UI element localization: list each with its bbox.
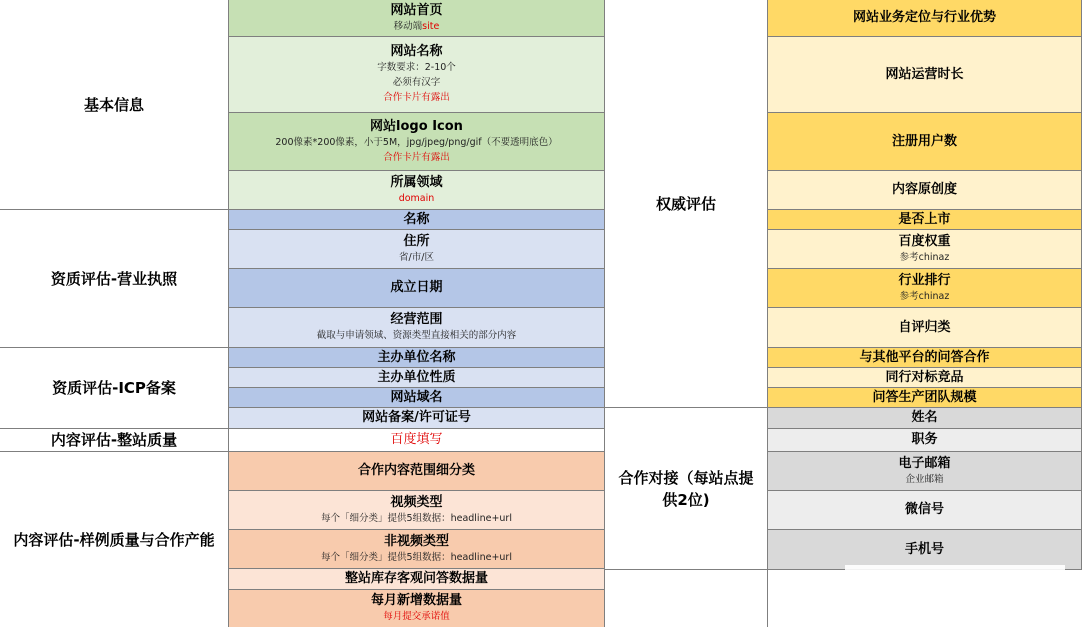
field-sub: 截取与申请领域、资源类型直接相关的部分内容 — [316, 330, 517, 341]
section-label: 内容评估-整站质量 — [50, 431, 178, 449]
item-sub: 参考chinaz — [899, 251, 950, 263]
field-title: 网站logo Icon — [370, 118, 463, 134]
field-title: 网站备案/许可证号 — [362, 410, 471, 425]
field-note: domain — [398, 192, 435, 204]
item-title: 问答生产团队规模 — [872, 389, 977, 405]
authority-industry-rank — [768, 269, 1081, 308]
section-site-quality — [0, 429, 229, 452]
field-title: 主办单位名称 — [377, 349, 456, 365]
authority-self-category — [768, 308, 1081, 348]
field-monthly-new — [229, 590, 605, 627]
section-business-license — [0, 210, 229, 348]
item-title: 百度权重 — [898, 233, 951, 249]
section-label: 基本信息 — [83, 95, 144, 114]
contact-wechat — [768, 491, 1081, 530]
group-empty — [605, 570, 768, 627]
field-icp-record — [229, 408, 605, 429]
field-business-scope — [229, 308, 605, 348]
field-baidu-fill — [229, 429, 605, 452]
item-title: 是否上市 — [898, 211, 951, 227]
item-title: 注册用户数 — [891, 133, 957, 149]
section-basic-info — [0, 0, 229, 210]
field-site-logo — [229, 113, 605, 171]
section-sample-quality — [0, 452, 229, 627]
field-sub-red: site — [422, 20, 440, 32]
field-sub: 每个「细分类」提供5组数据：headline+url — [321, 551, 512, 563]
field-sub: 必须有汉字 — [392, 77, 441, 88]
group-contact — [605, 408, 768, 570]
field-host-nature — [229, 368, 605, 388]
item-title: 手机号 — [904, 541, 944, 557]
field-sub: 每个「细分类」提供5组数据：headline+url — [321, 512, 512, 524]
item-title: 姓名 — [911, 410, 938, 425]
field-title: 网站域名 — [390, 389, 443, 405]
group-label: 权威评估 — [655, 194, 716, 213]
authority-qa-cooperation — [768, 348, 1081, 368]
item-title: 职务 — [911, 432, 938, 447]
authority-operation-duration — [768, 37, 1081, 113]
field-site-domain — [229, 388, 605, 408]
group-label: 合作对接（每站点提 — [618, 468, 754, 487]
field-content-category — [229, 452, 605, 491]
field-note: 合作卡片有露出 — [383, 92, 450, 103]
field-title: 网站首页 — [390, 2, 443, 18]
field-founded-date — [229, 269, 605, 308]
field-sub — [394, 19, 440, 34]
section-label: 资质评估-ICP备案 — [52, 379, 176, 397]
field-note: 合作卡片有露出 — [383, 151, 450, 163]
field-title: 网站名称 — [390, 44, 443, 59]
authority-originality — [768, 171, 1081, 210]
field-title: 百度填写 — [390, 432, 443, 447]
contact-phone — [768, 530, 1081, 570]
field-title: 名称 — [403, 211, 430, 227]
section-label: 资质评估-营业执照 — [50, 269, 178, 288]
item-title: 与其他平台的问答合作 — [859, 349, 990, 365]
authority-baidu-weight — [768, 230, 1081, 269]
field-domain — [229, 171, 605, 210]
field-license-address — [229, 230, 605, 269]
field-host-entity — [229, 348, 605, 368]
contact-name — [768, 408, 1081, 429]
watermark-blur — [845, 565, 1065, 595]
authority-business-position — [768, 0, 1081, 37]
field-title: 每月新增数据量 — [370, 593, 462, 608]
section-label: 内容评估-样例质量与合作产能 — [13, 530, 215, 549]
field-title: 成立日期 — [390, 280, 443, 295]
field-homepage — [229, 0, 605, 37]
item-title: 行业排行 — [898, 272, 951, 288]
field-title: 整站库存客观问答数据量 — [344, 571, 488, 586]
item-title: 电子邮箱 — [898, 455, 951, 471]
field-note: 每月提交承诺值 — [383, 611, 450, 622]
field-title: 住所 — [403, 233, 430, 249]
item-sub: 参考chinaz — [899, 290, 950, 302]
group-label: 供2位) — [662, 490, 710, 509]
authority-listed — [768, 210, 1081, 230]
field-license-name — [229, 210, 605, 230]
field-video-type — [229, 491, 605, 530]
field-title: 经营范围 — [390, 312, 443, 327]
item-title: 内容原创度 — [891, 182, 957, 197]
field-stock-qa-count — [229, 569, 605, 590]
field-sub: 省/市/区 — [399, 251, 434, 263]
authority-team-size — [768, 388, 1081, 408]
item-title: 微信号 — [904, 502, 944, 517]
item-title: 自评归类 — [898, 319, 951, 335]
item-title: 网站运营时长 — [885, 66, 964, 82]
field-nonvideo-type — [229, 530, 605, 569]
table-right-border — [1081, 0, 1082, 570]
authority-registered-users — [768, 113, 1081, 171]
field-sub-prefix: 移动端 — [393, 20, 423, 32]
field-title: 主办单位性质 — [377, 369, 456, 385]
group-authority — [605, 0, 768, 408]
item-title: 同行对标竞品 — [885, 369, 964, 385]
field-title: 合作内容范围细分类 — [357, 463, 475, 478]
field-site-name — [229, 37, 605, 113]
field-sub: 200像素*200像素，小于5M，jpg/jpeg/png/gif（不要透明底色） — [275, 136, 558, 148]
section-icp-filing — [0, 348, 229, 429]
field-title: 视频类型 — [390, 494, 443, 510]
field-title: 非视频类型 — [383, 533, 449, 549]
field-sub: 字数要求：2-10个 — [377, 62, 456, 73]
item-title: 网站业务定位与行业优势 — [852, 10, 996, 25]
contact-email — [768, 452, 1081, 491]
field-title: 所属领域 — [390, 174, 443, 190]
authority-competitors — [768, 368, 1081, 388]
item-sub: 企业邮箱 — [905, 473, 944, 485]
contact-position — [768, 429, 1081, 452]
